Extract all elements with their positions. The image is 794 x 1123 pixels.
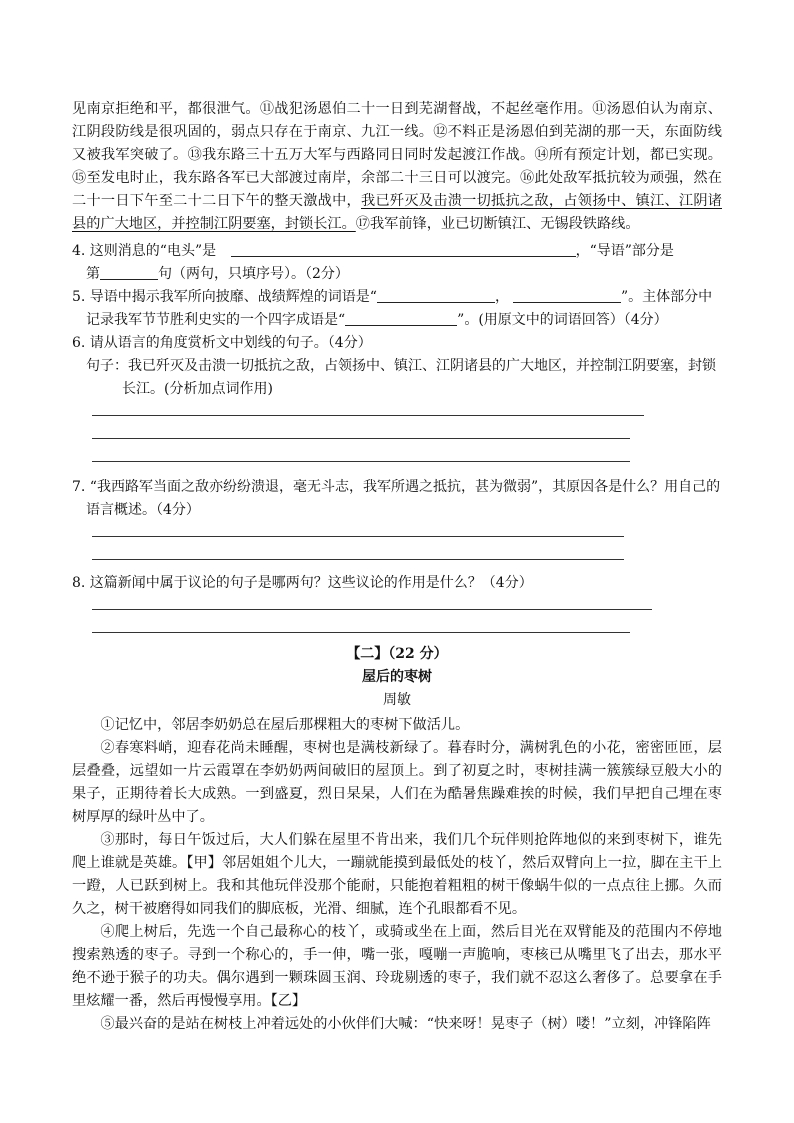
q4-text-2: ，“导语”部分是 (575, 243, 674, 259)
answer-line[interactable] (92, 536, 624, 537)
q6-answer-area[interactable] (72, 401, 722, 462)
q7-text: 7. “我西路军当面之敌亦纷纷溃退，毫无斗志，我军所遇之抵抗，甚为微弱”，其原因各是什么？用自己的 (72, 479, 721, 495)
q5-blank-1[interactable] (377, 287, 495, 303)
q5-text-2: ， (494, 289, 509, 305)
q7-text-2: 语言概述。（4分） (86, 502, 200, 518)
q5-text-4: 记录我军节节胜利史实的一个四字成语是“ (86, 312, 346, 328)
passage-ending (72, 98, 722, 236)
story-paragraph-3: ③那时，每日午饭过后，大人们躲在屋里不肯出来，我们几个玩伴则抢阵地似的来到枣树下，谁先爬上谁就是英雄。【甲】邻居姐姐个儿大，一蹦就能摸到最低处的枝丫，然后双臂向上一拉，脚在主干上一蹬，人已跃到树上。我和其他玩伴没那个能耐，只能抱着粗粗的树干像蜗牛似的一点点往上挪。久而久之，树干被磨得如同我们的脚底板，光滑、细腻，连个孔眼都看不见。 (72, 832, 722, 917)
question-7-line2 (72, 499, 722, 522)
question-4 (72, 240, 722, 263)
q4-text: 4. 这则消息的“电头”是 (72, 243, 217, 259)
question-5-line2 (72, 309, 722, 332)
q5-blank-2[interactable] (513, 287, 621, 303)
story-paragraph-2: ②春寒料峭，迎春花尚未睡醒，枣树也是满枝新绿了。暮春时分，满树乳色的小花，密密匝匝，层层叠叠，远望如一片云霞罩在李奶奶两间破旧的屋顶上。到了初夏之时，枣树挂满一簇簇绿豆般大小的果子，正期待着长大成熟。一到盛夏，烈日杲杲，人们在为酷暑焦躁难挨的时候，我们早把自己埋在枣树厚厚的绿叶丛中了。 (72, 740, 722, 825)
q4-blank-1[interactable] (231, 241, 576, 257)
question-5 (72, 286, 722, 309)
question-8 (72, 572, 722, 595)
question-6-sentence (72, 355, 722, 378)
q4-text-4: 句（两句，只填序号）。（2分） (158, 266, 349, 282)
q5-text-5: ”。(用原文中的词语回答）（4分） (457, 312, 668, 328)
story-paragraph-1: ①记忆中，邻居李奶奶总在屋后那棵粗大的枣树下做活儿。 (100, 717, 470, 733)
article-title: 屋后的枣树 (362, 669, 432, 685)
answer-line[interactable] (92, 632, 630, 633)
passage-text: 见南京拒绝和平，都很泄气。⑪战犯汤恩伯二十一日到芜湖督战，不起丝毫作用。⑪汤恩伯认为南京、江阴段防线是很巩固的，弱点只存在于南京、九江一线。⑫不料正是汤恩伯到芜湖的那一天，东面防线又被我军突破了。⑬我东路三十五万大军与西路同日同时发起渡江作战。⑭所有预定计划，都已实现。⑮至发电时止，我东路各军已大部渡过南岸，余部二十三日可以渡完。⑯此处敌军抵抗较为顽强，然在二十一日下午至二十二日下午的整天激战中， (72, 101, 722, 209)
exam-page (72, 98, 722, 1036)
q6-note-text: 长江。(分析加点词作用) (122, 381, 273, 397)
q6-text: 6. 请从语言的角度赏析文中划线的句子。（4分） (72, 335, 372, 351)
q6-sentence-text: 句子：我已歼灭及击溃一切抵抗之敌，占领扬中、镇江、江阴诸县的广大地区，并控制江阴要塞，封锁 (86, 358, 716, 374)
q4-text-3: 第 (86, 266, 100, 282)
q4-blank-2[interactable] (100, 264, 158, 280)
question-4-line2 (72, 263, 722, 286)
answer-line[interactable] (92, 415, 644, 416)
story-paragraph-4: ④爬上树后，先选一个自己最称心的枝丫，或骑或坐在上面，然后目光在双臂能及的范围内不停地搜索熟透的枣子。寻到一个称心的，手一伸，嘴一张，嘎嘣一声脆响，枣核已从嘴里飞了出去，那水平绝不逊于猴子的功夫。偶尔遇到一颗珠圆玉润、玲珑剔透的枣子，我们就不忍这么奢侈了。总要拿在手里炫耀一番，然后再慢慢享用。【乙】 (72, 924, 722, 1009)
question-6-note (72, 378, 722, 401)
answer-line[interactable] (92, 559, 624, 560)
passage-text-tail: ⑰我军前锋，业已切断镇江、无锡段铁路线。 (355, 216, 640, 232)
q8-text: 8. 这篇新闻中属于议论的句子是哪两句？这些议论的作用是什么？（4分） (72, 575, 533, 591)
q5-text: 5. 导语中揭示我军所向披靡、战绩辉煌的词语是“ (72, 289, 377, 305)
q5-blank-3[interactable] (345, 310, 457, 326)
article-author: 周敏 (383, 692, 411, 708)
question-7 (72, 476, 722, 499)
story-paragraph-5: ⑤最兴奋的是站在树枝上冲着远处的小伙伴们大喊：“快来呀！晃枣子（树）喽！”立刻，冲锋陷阵 (100, 1016, 711, 1032)
answer-line[interactable] (92, 609, 652, 610)
section-header: 【二】（22 分） (346, 646, 448, 662)
q5-text-3: ”。主体部分中 (620, 289, 713, 305)
q8-answer-area[interactable] (72, 595, 722, 633)
answer-line[interactable] (92, 461, 630, 462)
underlined-sentence: 我已歼灭及击溃一切抵抗之敌，占领扬中、镇江、江阴诸县的广大地区，并控制江阴要塞，封锁长江。 (72, 193, 722, 232)
answer-line[interactable] (92, 438, 630, 439)
question-6 (72, 332, 722, 355)
q7-answer-area[interactable] (72, 522, 722, 560)
